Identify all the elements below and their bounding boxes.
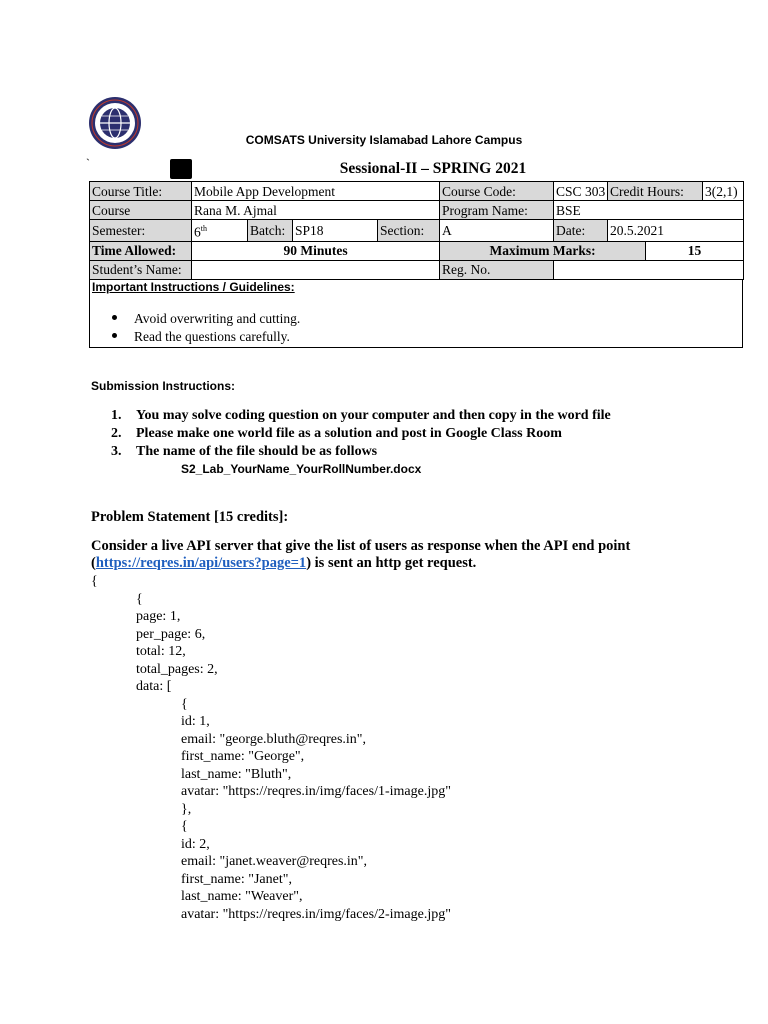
exam-title: Sessional-II – SPRING 2021 — [339, 160, 527, 177]
code-line: page: 1, — [136, 609, 181, 624]
code-line: }, — [181, 802, 192, 817]
student-name-label: Student’s Name: — [90, 260, 192, 279]
code-line: total_pages: 2, — [136, 662, 218, 677]
date-value: 20.5.2021 — [608, 220, 744, 242]
code-line: first_name: "Janet", — [181, 872, 292, 887]
code-line: email: "george.bluth@reqres.in", — [181, 732, 367, 747]
time-value: 90 Minutes — [192, 241, 440, 260]
table-row — [90, 182, 744, 201]
marks-value: 15 — [646, 241, 744, 260]
course-code-value: CSC 303 — [554, 182, 608, 201]
code-line: id: 2, — [181, 837, 210, 852]
filename-format: S2_Lab_YourName_YourRollNumber.docx — [181, 462, 422, 476]
code-line: { — [91, 574, 98, 589]
table-row — [90, 220, 744, 242]
bullet-icon — [112, 333, 117, 338]
instructions-heading: Important Instructions / Guidelines: — [92, 280, 295, 294]
course-title-value: Mobile App Development — [192, 182, 440, 201]
code-line: { — [181, 697, 188, 712]
code-line: total: 12, — [136, 644, 186, 659]
code-line: first_name: "George", — [181, 749, 305, 764]
date-label: Date: — [554, 220, 608, 242]
course-code-label: Course Code: — [440, 182, 554, 201]
list-item: The name of the file should be as follows — [136, 444, 378, 459]
list-number: 1. — [111, 408, 122, 423]
course-title-label: Course Title: — [90, 182, 192, 201]
table-row — [90, 241, 744, 260]
table-row — [90, 260, 744, 279]
list-number: 3. — [111, 444, 122, 459]
list-item: Please make one world file as a solution and post in Google Class Room — [136, 426, 562, 441]
problem-text-line1: Consider a live API server that give the list of users as response when the API end point — [91, 538, 631, 554]
semester-number: 6 — [194, 224, 201, 240]
code-line: per_page: 6, — [136, 627, 206, 642]
code-line: data: [ — [136, 679, 172, 694]
list-item — [112, 311, 300, 327]
section-value: A — [440, 220, 554, 242]
instructions-box — [89, 279, 743, 348]
list-number: 2. — [111, 426, 122, 441]
code-line: email: "janet.weaver@reqres.in", — [181, 854, 368, 869]
code-line: { — [181, 819, 188, 834]
instruction-text: Avoid overwriting and cutting. — [134, 311, 301, 326]
semester-value — [192, 220, 248, 242]
code-line: { — [136, 592, 143, 607]
code-line: last_name: "Weaver", — [181, 889, 303, 904]
stray-mark: ` — [86, 156, 90, 170]
code-line: id: 1, — [181, 714, 210, 729]
reg-no-label: Reg. No. — [440, 260, 554, 279]
problem-text-rest: ) is sent an http get request. — [306, 555, 477, 571]
course-info-table — [89, 181, 744, 280]
credit-hours-value: 3(2,1) — [703, 182, 744, 201]
reg-no-field[interactable] — [554, 260, 744, 279]
student-name-field[interactable] — [192, 260, 440, 279]
instructor-value: Rana M. Ajmal — [192, 201, 440, 220]
time-label: Time Allowed: — [90, 241, 192, 260]
batch-value: SP18 — [293, 220, 378, 242]
marks-label: Maximum Marks: — [440, 241, 646, 260]
program-value: BSE — [554, 201, 744, 220]
api-endpoint-link[interactable]: https://reqres.in/api/users?page=1 — [95, 555, 307, 571]
credit-hours-label: Credit Hours: — [608, 182, 703, 201]
program-label: Program Name: — [440, 201, 554, 220]
list-item — [112, 329, 290, 345]
submission-heading: Submission Instructions: — [91, 379, 236, 393]
paren: ( — [91, 555, 96, 571]
code-line: avatar: "https://reqres.in/img/faces/2-image.jpg" — [181, 907, 451, 922]
code-line: last_name: "Bluth", — [181, 767, 292, 782]
bullet-icon — [112, 315, 117, 320]
instruction-text: Read the questions carefully. — [134, 329, 290, 344]
batch-label: Batch: — [248, 220, 293, 242]
code-line: avatar: "https://reqres.in/img/faces/1-image.jpg" — [181, 784, 451, 799]
semester-label: Semester: — [90, 220, 192, 242]
semester-suffix: th — [200, 224, 207, 233]
campus-name: COMSATS University Islamabad Lahore Campus — [245, 133, 523, 147]
section-label: Section: — [378, 220, 440, 242]
problem-text-line2 — [91, 555, 476, 572]
problem-heading: Problem Statement [15 credits]: — [91, 509, 289, 525]
list-item: You may solve coding question on your computer and then copy in the word file — [136, 408, 611, 423]
course-label: Course — [90, 201, 192, 220]
table-row — [90, 201, 744, 220]
